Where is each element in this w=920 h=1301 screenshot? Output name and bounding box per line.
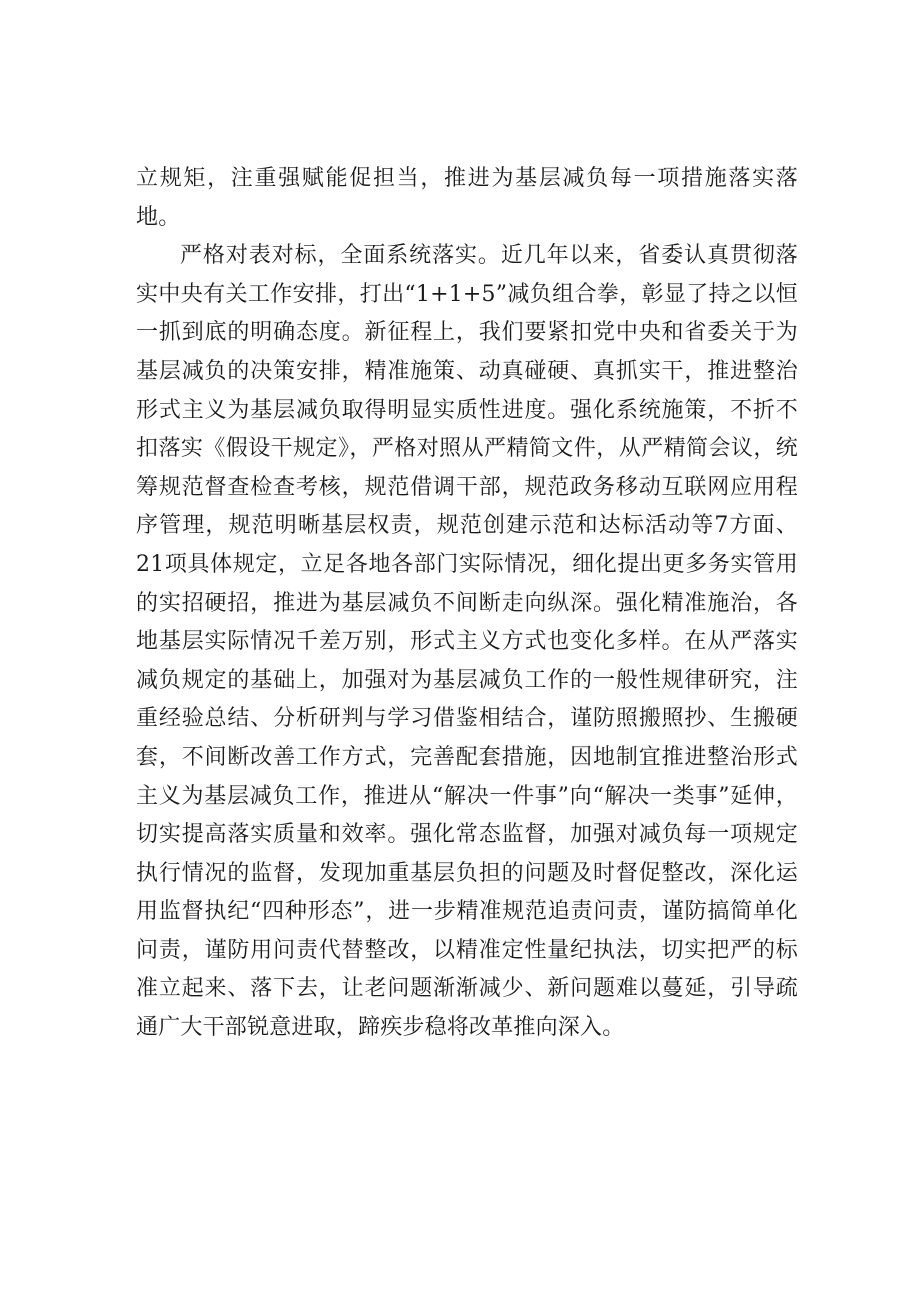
paragraph-strict-implementation: 严格对表对标，全面系统落实。近几年以来，省委认真贯彻落实中央有关工作安排，打出“1+1+5”减负组合拳，彰显了持之以恒一抓到底的明确态度。新征程上，我们要紧扣党中央和省委关于为基层减负的决策安排，精准施策、动真碰硬、真抓实干，推进整治形式主义为基层减负取得明显实质性进度。强化系统施策，不折不扣落实《假设干规定》，严格对照从严精简文件，从严精简会议，统筹规范督查检查考核，规范借调干部，规范政务移动互联网应用程序管理，规范明晰基层权责，规范创建示范和达标活动等7方面、21项具体规定，立足各地各部门实际情况，细化提出更多务实管用的实招硬招，推进为基层减负不间断走向纵深。强化精准施治，各地基层实际情况千差万别，形式主义方式也变化多样。在从严落实减负规定的基础上，加强对为基层减负工作的一般性规律研究，注重经验总结、分析研判与学习借鉴相结合，谨防照搬照抄、生搬硬套，不间断改善工作方式，完善配套措施，因地制宜推进整治形式主义为基层减负工作，推进从“解决一件事”向“解决一类事”延伸，切实提高落实质量和效率。强化常态监督，加强对减负每一项规定执行情况的监督，发现加重基层负担的问题及时督促整改，深化运用监督执纪“四种形态”，进一步精准规范追责问责，谨防搞简单化问责，谨防用问责代替整改，以精准定性量纪执法，切实把严的标准立起来、落下去，让老问题渐渐减少、新问题难以蔓延，引导疏通广大干部锐意进取，蹄疾步稳将改革推向深入。 <box>136 243 798 1041</box>
paragraph-continuation: 立规矩，注重强赋能促担当，推进为基层减负每一项措施落实落地。 <box>136 166 798 230</box>
document-body <box>136 160 798 1048</box>
